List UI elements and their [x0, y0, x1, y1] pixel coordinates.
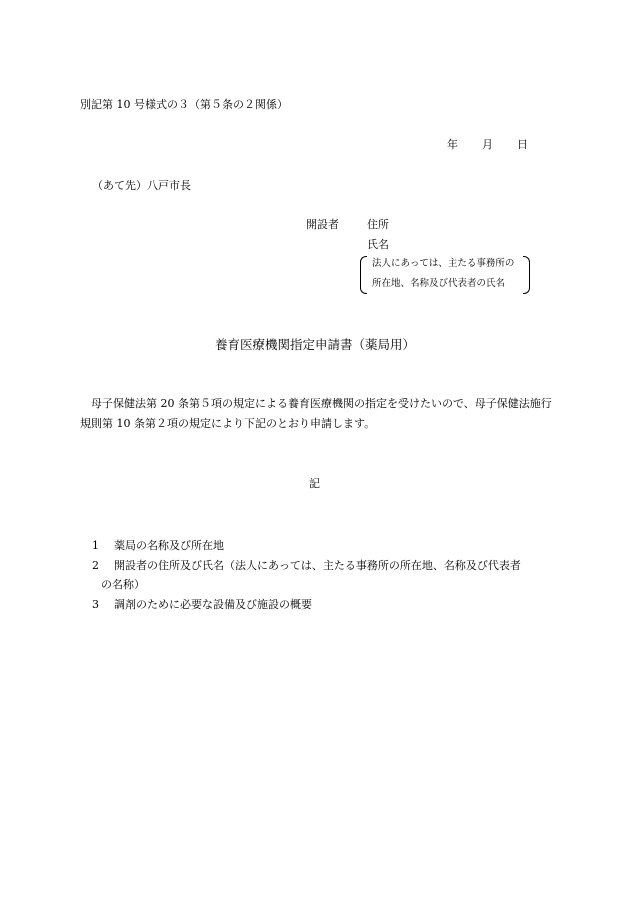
list-item-continuation: の名称）	[101, 578, 145, 591]
address-label: 住所	[367, 218, 389, 231]
addressee: （あて先）八戸市長	[92, 179, 191, 192]
list-item-text: 開設者の住所及び氏名（法人にあっては、主たる事務所の所在地、名称及び代表者	[114, 559, 521, 572]
date-month-label: 月	[482, 138, 493, 151]
right-bracket	[523, 256, 530, 294]
form-number: 別記第 10 号様式の３（第５条の２関係）	[80, 98, 288, 111]
corporation-note-line1: 法人にあっては、主たる事務所の	[372, 258, 515, 269]
ki-marker: 記	[309, 477, 320, 490]
date-day-label: 日	[517, 138, 528, 151]
corporation-note-line2: 所在地、名称及び代表者の氏名	[372, 278, 506, 289]
corporation-note	[360, 255, 530, 295]
name-label: 氏名	[367, 238, 389, 251]
left-bracket	[360, 256, 367, 294]
document-title: 養育医療機関指定申請書（薬局用）	[214, 337, 415, 352]
list-item-text: 調剤のために必要な設備及び施設の概要	[114, 598, 312, 611]
list-item-text: 薬局の名称及び所在地	[114, 539, 224, 552]
list-item-number: 1	[92, 539, 99, 552]
body-paragraph: 母子保健法第 20 条第５項の規定による養育医療機関の指定を受けたいので、母子保健法施行規則第 10 条第２項の規定により下記のとおり申請します。	[80, 397, 552, 430]
applicant-label: 開設者	[306, 218, 339, 231]
date-year-label: 年	[447, 138, 458, 151]
list-item-number: 3	[92, 598, 99, 611]
list-item-number: 2	[92, 559, 99, 572]
